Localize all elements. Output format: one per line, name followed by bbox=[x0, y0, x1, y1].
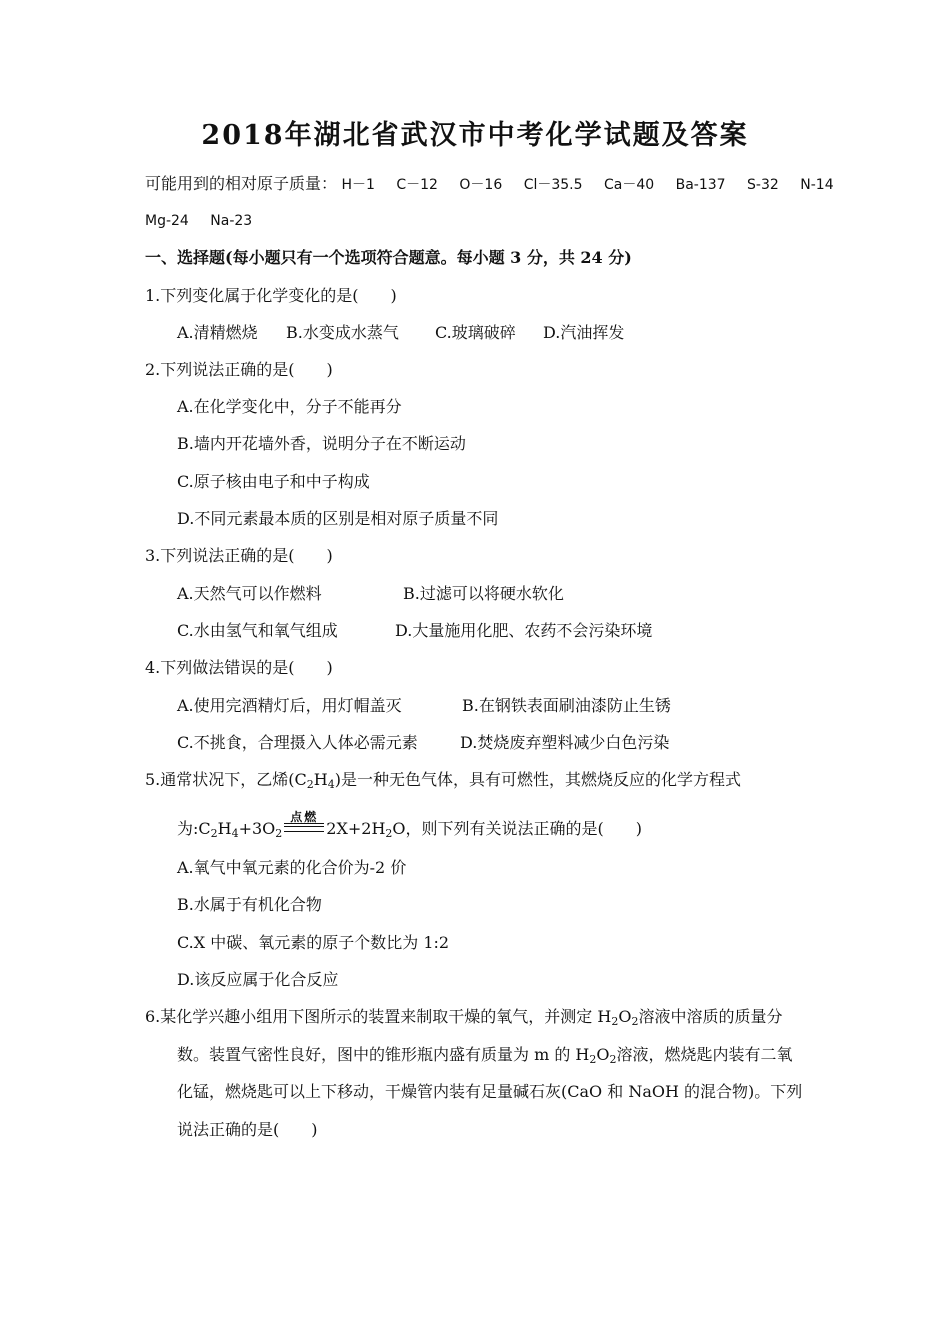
equation-text: H bbox=[217, 819, 232, 838]
atomic-mass-item: C－12 bbox=[396, 177, 438, 193]
question-2-stem: 2.下列说法正确的是( ) bbox=[145, 360, 333, 379]
question-6-stem-line-1 bbox=[145, 1007, 782, 1027]
q4-option-a: A.使用完酒精灯后，用灯帽盖灭 bbox=[177, 696, 402, 715]
q6-stem-text: 数。装置气密性良好，图中的锥形瓶内盛有质量为 m 的 H bbox=[177, 1045, 590, 1064]
subscript: 2 bbox=[589, 1053, 597, 1066]
q1-option-a: A.清精燃烧 bbox=[177, 323, 258, 342]
question-3-stem: 3.下列说法正确的是( ) bbox=[145, 546, 333, 565]
atomic-mass-item: H－1 bbox=[341, 177, 375, 193]
q2-option-b: B.墙内开花墙外香，说明分子在不断运动 bbox=[177, 434, 466, 453]
q5-stem-text: H bbox=[313, 770, 328, 789]
atomic-mass-item: Cl－35.5 bbox=[523, 177, 583, 193]
q5-option-c: C.X 中碳、氧元素的原子个数比为 1:2 bbox=[177, 933, 450, 952]
atomic-mass-item: Ba-137 bbox=[675, 177, 726, 193]
q2-option-d: D.不同元素最本质的区别是相对原子质量不同 bbox=[177, 509, 499, 528]
subscript: 4 bbox=[231, 827, 239, 840]
subscript: 2 bbox=[210, 827, 218, 840]
q6-stem-text: 溶液中溶质的质量分 bbox=[638, 1007, 783, 1026]
section-heading: 一、选择题(每小题只有一个选项符合题意。每小题 3 分，共 24 分) bbox=[145, 248, 632, 267]
q5-option-d: D.该反应属于化合反应 bbox=[177, 970, 339, 989]
atomic-mass-item: Mg-24 bbox=[145, 213, 189, 229]
q6-stem-text: O bbox=[596, 1045, 610, 1064]
equation-text: 2X+2H bbox=[326, 819, 386, 838]
q3-option-d: D.大量施用化肥、农药不会污染环境 bbox=[395, 621, 653, 640]
q5-option-a: A.氧气中氧元素的化合价为-2 价 bbox=[177, 858, 407, 877]
q6-stem-text: O bbox=[618, 1007, 632, 1026]
q4-option-d: D.焚烧废弃塑料减少白色污染 bbox=[460, 733, 670, 752]
atomic-mass-item: Na-23 bbox=[210, 213, 253, 229]
question-4-stem: 4.下列做法错误的是( ) bbox=[145, 658, 333, 677]
q2-option-c: C.原子核由电子和中子构成 bbox=[177, 472, 370, 491]
atomic-mass-item: Ca－40 bbox=[604, 177, 655, 193]
equals-sign bbox=[284, 823, 324, 832]
atomic-mass-line-2 bbox=[145, 211, 252, 231]
q5-chemical-equation bbox=[177, 810, 643, 840]
subscript: 2 bbox=[385, 827, 393, 840]
q1-option-d: D.汽油挥发 bbox=[543, 323, 625, 342]
subscript: 2 bbox=[275, 827, 283, 840]
question-5-stem bbox=[145, 770, 741, 790]
atomic-mass-lead: 可能用到的相对原子质量： bbox=[145, 174, 338, 193]
question-6-stem-line-3: 化锰，燃烧匙可以上下移动，干燥管内装有足量碱石灰(CaO 和 NaOH 的混合物)。下列 bbox=[177, 1082, 803, 1101]
equation-text: 为:C bbox=[177, 819, 211, 838]
reaction-condition bbox=[282, 810, 326, 839]
question-6-stem-line-4: 说法正确的是( ) bbox=[177, 1120, 318, 1139]
atomic-mass-item: N-14 bbox=[800, 177, 834, 193]
subscript: 4 bbox=[327, 778, 335, 791]
q1-option-c: C.玻璃破碎 bbox=[435, 323, 516, 342]
q3-option-c: C.水由氢气和氧气组成 bbox=[177, 621, 338, 640]
question-6-stem-line-2 bbox=[177, 1045, 793, 1065]
q1-option-b: B.水变成水蒸气 bbox=[286, 323, 399, 342]
reaction-condition-label: 点燃 bbox=[290, 810, 319, 824]
q4-option-b: B.在钢铁表面刷油漆防止生锈 bbox=[462, 696, 671, 715]
atomic-mass-line-1 bbox=[145, 174, 834, 195]
q5-option-b: B.水属于有机化合物 bbox=[177, 895, 322, 914]
page-title: 2018年湖北省武汉市中考化学试题及答案 bbox=[201, 120, 749, 151]
subscript: 2 bbox=[611, 1015, 619, 1028]
equation-text: +3O bbox=[238, 819, 276, 838]
q3-option-b: B.过滤可以将硬水软化 bbox=[403, 584, 564, 603]
subscript: 2 bbox=[631, 1015, 639, 1028]
subscript: 2 bbox=[306, 778, 314, 791]
q6-stem-text: 6.某化学兴趣小组用下图所示的装置来制取干燥的氧气，并测定 H bbox=[145, 1007, 612, 1026]
q3-option-a: A.天然气可以作燃料 bbox=[177, 584, 322, 603]
question-1-stem: 1.下列变化属于化学变化的是( ) bbox=[145, 286, 397, 305]
q2-option-a: A.在化学变化中，分子不能再分 bbox=[177, 397, 402, 416]
atomic-mass-item: O－16 bbox=[459, 177, 503, 193]
q4-option-c: C.不挑食，合理摄入人体必需元素 bbox=[177, 733, 418, 752]
q5-stem-text: )是一种无色气体，具有可燃性，其燃烧反应的化学方程式 bbox=[334, 770, 741, 789]
q5-stem-text: 5.通常状况下，乙烯(C bbox=[145, 770, 307, 789]
subscript: 2 bbox=[609, 1053, 617, 1066]
atomic-mass-item: S-32 bbox=[747, 177, 779, 193]
equation-text: O，则下列有关说法正确的是( ) bbox=[392, 819, 643, 838]
q6-stem-text: 溶液，燃烧匙内装有二氧 bbox=[616, 1045, 793, 1064]
